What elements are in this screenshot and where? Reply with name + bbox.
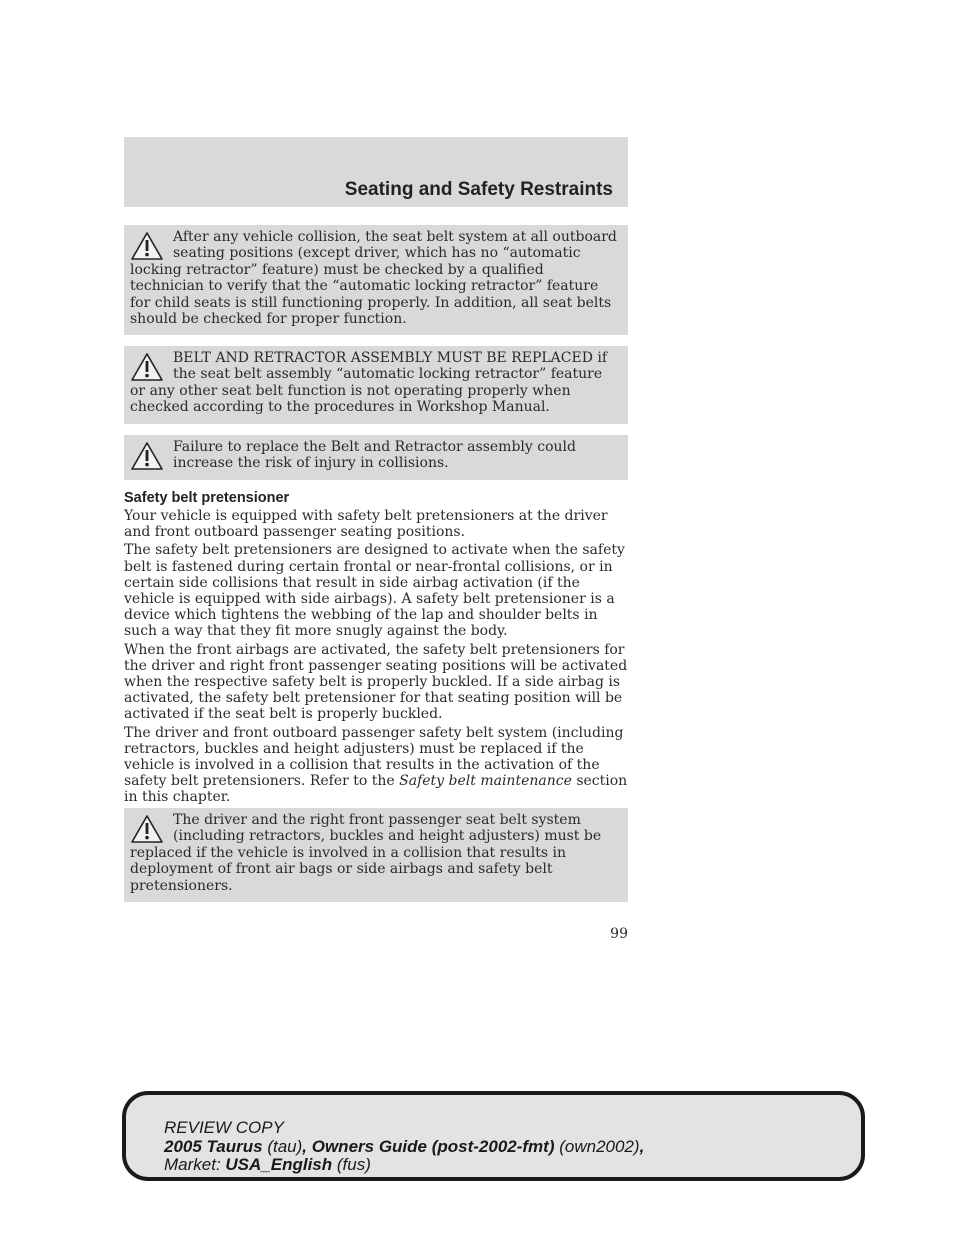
separator: , — [302, 1136, 312, 1156]
separator: , — [639, 1136, 645, 1156]
page-number: 99 — [610, 926, 628, 942]
market-line — [164, 1156, 644, 1175]
warning-box — [124, 225, 628, 335]
warning-triangle-icon — [130, 814, 164, 844]
review-copy-box — [122, 1091, 865, 1181]
section-heading: Safety belt pretensioner — [124, 490, 290, 506]
review-copy-text — [164, 1119, 644, 1175]
market-label: Market: — [164, 1155, 226, 1174]
warning-text: Failure to replace the Belt and Retractor assembly could increase the risk of injury in collisions. — [173, 439, 576, 472]
guide-name: Owners Guide (post-2002-fmt) — [311, 1136, 555, 1156]
cross-reference: Safety belt maintenance — [399, 773, 572, 790]
paragraph: Your vehicle is equipped with safety belt pretensioners at the driver and front outboard passenger seating positions. — [124, 508, 608, 541]
warning-box — [124, 808, 628, 902]
paragraph-text: The driver and front outboard passenger safety belt system (including retractors, buckles and height adjusters) must be replaced if the vehicle is involved in a collision that results in the activation of the safety belt pretensioners. Refer to the — [124, 724, 624, 790]
section-header-band — [124, 137, 628, 207]
document-info-line — [164, 1138, 644, 1157]
warning-triangle-icon — [130, 231, 164, 261]
market-code: (fus) — [332, 1155, 371, 1174]
warning-triangle-icon — [130, 352, 164, 382]
model-name: 2005 Taurus — [164, 1136, 263, 1156]
warning-box — [124, 435, 628, 480]
page-title: Seating and Safety Restraints — [344, 179, 613, 200]
warning-triangle-icon — [130, 441, 164, 471]
paragraph-text: section in this chapter. — [124, 773, 628, 806]
paragraph: The safety belt pretensioners are designed to activate when the safety belt is fastened during certain frontal or near-frontal collisions, or in certain side collisions that result in side airbag activation (if the vehicle is equipped with side airbags). A safety belt pretensioner is a device which tightens the webbing of the lap and shoulder belts in such a way that they fit more snugly against the body. — [124, 542, 625, 640]
guide-code: (own2002) — [554, 1136, 640, 1156]
paragraph — [124, 725, 628, 806]
section-body — [124, 508, 628, 808]
paragraph: When the front airbags are activated, the safety belt pretensioners for the driver and right front passenger seating positions will be activated when the respective safety belt is properly buckled. If a side airbag is activated, the safety belt pretensioner for that seating position will be activated if the seat belt is properly buckled. — [124, 641, 628, 723]
warning-text: The driver and the right front passenger seat belt system (including retractors, buckles and height adjusters) must be replaced if the vehicle is involved in a collision that results in deployment of front air bags or side airbags and safety belt pretensioners. — [130, 812, 602, 894]
model-code: (tau) — [262, 1136, 303, 1156]
market-name: USA_English — [225, 1155, 333, 1174]
warning-text: After any vehicle collision, the seat belt system at all outboard seating positions (except driver, which has no “automatic locking retractor” feature) must be checked by a qualified technician to verify that the “automatic locking retractor” feature for child seats is still functioning properly. In addition, all seat belts should be checked for proper function. — [130, 229, 617, 328]
warning-text: BELT AND RETRACTOR ASSEMBLY MUST BE REPLACED if the seat belt assembly “automatic locking retractor” feature or any other seat belt function is not operating properly when checked according to the procedures in Workshop Manual. — [130, 350, 608, 416]
review-copy-label: REVIEW COPY — [164, 1118, 284, 1137]
warning-box — [124, 346, 628, 424]
